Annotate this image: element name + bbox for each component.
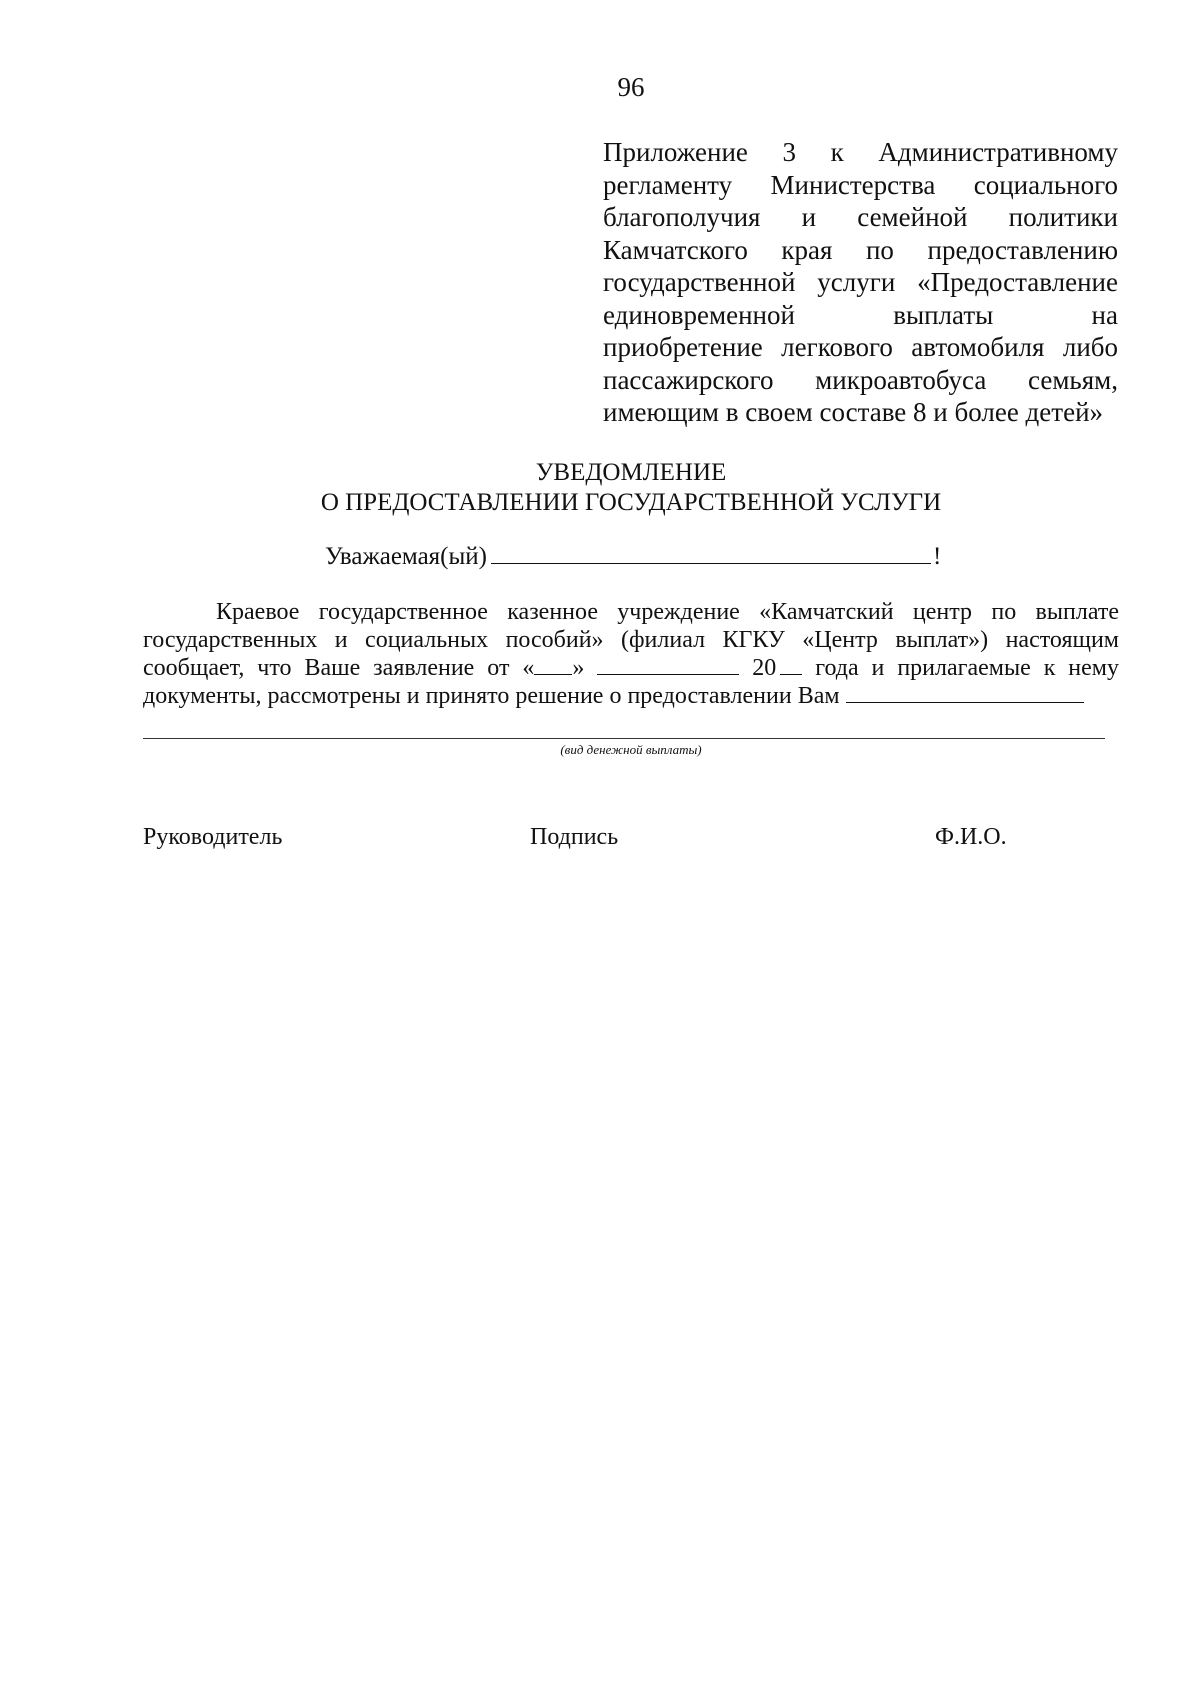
body-line-4-text: документы, рассмотрены и принято решение о предоставлении Вам: [143, 683, 840, 709]
appendix-line: имеющим в своем составе 8 и более детей»: [603, 397, 1104, 427]
body-line-3-start: сообщает, что Ваше заявление от «: [143, 655, 535, 681]
appendix-header: [603, 136, 1118, 429]
page-number: 96: [617, 72, 645, 102]
notice-body: [143, 598, 1119, 710]
signature-label: Подпись: [530, 824, 619, 850]
signature-head-label: Руководитель: [143, 824, 283, 850]
year-blank: [780, 654, 802, 675]
appendix-line: благополучия и семейной политики: [603, 202, 1118, 232]
greeting-prefix: Уважаемая(ый): [325, 543, 487, 570]
payment-type-caption: (вид денежной выплаты): [560, 742, 702, 757]
signature-name-label: Ф.И.О.: [935, 824, 1007, 850]
year-prefix: 20: [752, 655, 777, 681]
body-line-3-end: года и прилагаемые к нему: [815, 655, 1119, 681]
document-title: [0, 458, 1200, 518]
body-line-3-quote: »: [572, 655, 585, 681]
appendix-line: Камчатского края по предоставлению: [603, 234, 1118, 265]
appendix-line: Приложение 3 к Административному: [603, 137, 1118, 167]
greeting: [325, 541, 941, 571]
body-line-2: государственных и социальных пособий» (филиал КГКУ «Центр выплат») настоящим: [143, 627, 1119, 653]
appendix-line: государственной услуги «Предоставление: [603, 267, 1118, 297]
appendix-line: пассажирского микроавтобуса семьям,: [603, 364, 1118, 395]
title-line-2: О ПРЕДОСТАВЛЕНИИ ГОСУДАРСТВЕННОЙ УСЛУГИ: [320, 489, 942, 516]
body-line-4: [143, 682, 1119, 710]
body-line-3: [143, 654, 1119, 682]
title-line-1: УВЕДОМЛЕНИЕ: [535, 459, 727, 486]
appendix-line: регламенту Министерства социального: [603, 169, 1118, 200]
month-blank: [597, 654, 739, 675]
recipient-name-blank: [491, 541, 931, 564]
greeting-suffix: !: [933, 543, 942, 570]
payment-type-line: [143, 738, 1105, 739]
day-blank: [534, 654, 572, 675]
appendix-line: единовременной выплаты на: [603, 299, 1118, 330]
payment-blank: [846, 682, 1084, 703]
appendix-line: приобретение легкового автомобиля либо: [603, 332, 1118, 362]
body-line-1: Краевое государственное казенное учреждение «Камчатский центр по выплате: [216, 599, 1119, 625]
